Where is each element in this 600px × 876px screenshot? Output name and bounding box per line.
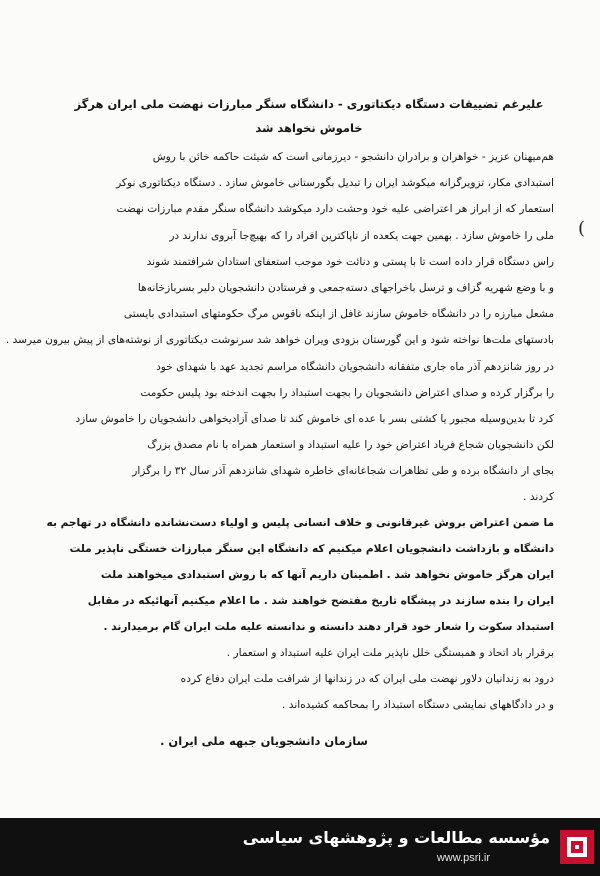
document-body [5,92,554,748]
institute-name: مؤسسه مطالعات و پژوهشهای سیاسی [242,828,550,847]
text-line: هم‌میهنان عزیز - خواهران و برادران دانشجو - دیرزمانی است که شیئت حاکمه خائن با روش [152,151,554,163]
text-line: و در دادگاههای نمایشی دستگاه استبداد را بمحاکمه کشیده‌اند . [282,698,554,711]
text-line: استبدادی مکار، تزویرگرانه میکوشد ایران را تبدیل بگورستانی خاموش سازد . دستگاه دیکتاتوری نوکر [116,177,554,190]
footer-banner [0,818,600,876]
text-line: درود به زندانیان دلاور نهضت ملی ایران که در زندانها از شرافت ملت ایران دفاع کرده [180,672,554,685]
text-line: بجای ار دانشگاه برده و طی تظاهرات شجاعانه‌ای خاطره شهدای شانزدهم آذر سال ۳۲ را برگزار [132,464,554,477]
institute-website-link[interactable]: www.psri.ir [436,852,490,864]
text-line: ملی را خاموش سازد . بهمین جهت یکعده از ناپاکترین افراد را که بهیچ‌جا آبروی ندارند در [169,229,554,242]
signature: سازمان دانشجویان جبهه ملی ایران . [160,733,368,748]
text-line: لکن دانشجویان شجاع فریاد اعتراض خود را علیه استبداد و استعمار همراه با نام مصدق بزرگ [147,438,554,451]
text-line: استعمار که از ابراز هر اعتراضی علیه خود وحشت دارد میکوشد دانشگاه سنگر مقدم مبارزات نهضت [116,203,554,216]
paragraph-1 [5,144,554,354]
text-line: را برگزار کرده و صدای اعتراض دانشجویان را بجهت استبداد را بجهت اندخته بود پلیس حکومت [140,386,554,399]
text-line: کرد تا بدین‌وسیله مجبور یا کشتی بسر با عده ای خاموش کند تا صدای آزادیخواهی دانشجویان را خاموش سازد [75,412,554,425]
institute-logo-icon [560,830,594,864]
text-line: مشعل مبارزه را در دانشگاه خاموش سازند غافل از اینکه ناقوس مرگ حکومتهای استبدادی بایستی [123,308,554,321]
text-line: دانشگاه و بازداشت دانشجویان اعلام میکنیم که دانشگاه این سنگر مبارزات خستگی ناپذیر ملت [69,542,554,555]
title-line: علیرغم تضییقات دستگاه دیکتاتوری - دانشگاه سنگر مبارزات نهضت ملی ایران هرگز [74,97,544,111]
title-line: خاموش نخواهد شد [255,121,363,135]
text-line: راس دستگاه قرار داده است تا با پستی و دنائت خود موجب استعفای استادان شرافتمند شوند [146,255,554,268]
margin-mark: ( [578,218,586,239]
text-line: و با وضع شهریه گزاف و ترسل باخراجهای دسته‌جمعی و فرستادن دانشجویان دلیر بسربازخانه‌ها [137,282,554,295]
text-line: ایران را بنده سازند در پیشگاه تاریخ مفتضح خواهند شد . ما اعلام میکنیم آنهائیکه در مقابل [87,594,554,607]
paragraph-4 [64,640,554,718]
text-line: بادستهای ملت‌ها نواخته شود و این گورستان بزودی ویران خواهد شد سرنوشت دیکتاتوری از نوشته‌های از پیش بیرون میرسد . [5,334,554,347]
paragraph-3 [46,510,554,640]
text-line: کردند . [523,490,554,503]
text-line: استبداد سکوت را شعار خود قرار دهند دانسته و ندانسته علیه ملت ایران گام برمیدارند . [103,620,554,633]
paragraph-2 [64,354,554,510]
text-line: برقرار باد اتحاد و همبستگی خلل ناپذیر ملت ایران علیه استبداد و استعمار . [226,646,554,659]
document-title [64,92,554,140]
text-line: ایران هرگز خاموش نخواهد شد . اطمینان داریم آنها که با روش استبدادی میخواهند ملت [100,568,554,581]
text-line: در روز شانزدهم آذر ماه جاری متفقانه دانشجویان دانشگاه مراسم تجدید عهد با شهدای خود [156,360,554,373]
text-line: ما ضمن اعتراض بروش غیرقانونی و خلاف انسانی پلیس و اولیاء دست‌نشانده دانشگاه در تهاجم به [46,516,554,529]
